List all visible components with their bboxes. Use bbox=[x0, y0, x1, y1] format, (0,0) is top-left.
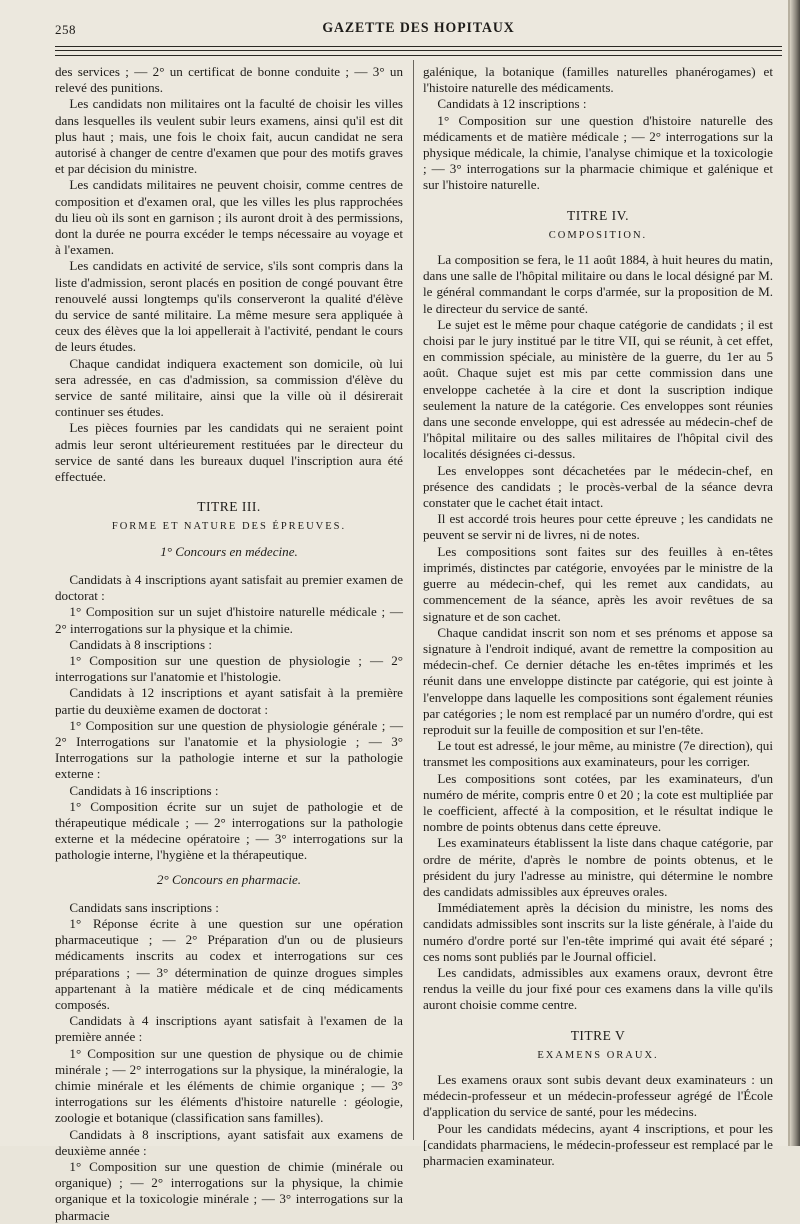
paragraph: 1° Réponse écrite à une question sur une opération pharmaceutique ; — 2° Préparation d'un ou de plusieurs médicaments inscrits au codex et interrogations sur ces préparations ; — 3° détermination de quinze drogues simples appartenant à la matière médicale et de cinq médicaments composés. bbox=[55, 915, 403, 1012]
paragraph: 1° Composition sur un sujet d'histoire naturelle médicale ; — 2° interrogations sur la physique et la chimie. bbox=[55, 604, 403, 636]
paragraph: Les compositions sont faites sur des feuilles à en-têtes imprimés, distinctes par catégorie, envoyées par le ministre de la guerre au médecin-chef, qui les remet aux candidats, au commencement de la séance, après les avoir revêtues de sa signature et de son cachet. bbox=[423, 543, 773, 624]
section-title-titre-iv: TITRE IV. bbox=[567, 207, 629, 223]
paragraph: Les enveloppes sont décachetées par le médecin-chef, en présence des candidats ; le procès-verbal de la séance devra constater que le cachet était intact. bbox=[423, 462, 773, 511]
paragraph: Le tout est adressé, le jour même, au ministre (7e direction), qui transmet les compositions aux examinateurs, pour les corriger. bbox=[423, 738, 773, 770]
paragraph: Les candidats en activité de service, s'ils sont compris dans la liste d'admission, seront placés en position de congé pouvant être renouvelé aussi longtemps qu'ils conserveront la qualité d'élève du service de santé militaire. La même mesure sera appliquée à ceux des élèves que la loi appellerait à l'activité, pendant le cours de leurs études. bbox=[55, 258, 403, 355]
subsection-title-pharmacie: 2° Concours en pharmacie. bbox=[156, 871, 302, 887]
paragraph: La composition se fera, le 11 août 1884, à huit heures du matin, dans une salle de l'hôpital militaire ou dans le local désigné par M. le général commandant le corps d'armée, sur la proposition de M. le directeur du service de santé. bbox=[423, 252, 773, 316]
paragraph: Chaque candidat indiquera exactement son domicile, où lui sera adressée, en cas d'admission, sa commission d'élève du service de santé militaire, ainsi que la ville où il désirerait continuer ses études. bbox=[55, 355, 403, 420]
paragraph: 1° Composition sur une question de physiologie ; — 2° interrogations sur l'anatomie et l'histologie. bbox=[55, 652, 403, 685]
paragraph: Candidats à 12 inscriptions : bbox=[437, 96, 587, 112]
page-header bbox=[55, 18, 782, 44]
section-title-titre-v: TITRE V bbox=[570, 1027, 626, 1043]
subsection-title-medecine: 1° Concours en médecine. bbox=[160, 543, 298, 559]
left-column bbox=[55, 64, 403, 1224]
section-subtitle: FORME ET NATURE DES ÉPREUVES. bbox=[111, 521, 347, 533]
section-title-titre-iii: TITRE III. bbox=[197, 499, 261, 515]
paragraph: Candidats à 16 inscriptions : bbox=[69, 782, 219, 798]
paragraph: Les candidats non militaires ont la faculté de choisir les villes dans lesquelles ils veulent subir leurs examens, ainsi qu'il est dit plus haut ; mais, une fois le choix fait, aucun candidat ne sera autorisé à changer de centre d'examen que pour des motifs graves et par décision du ministre. bbox=[55, 96, 403, 177]
paragraph: Il est accordé trois heures pour cette épreuve ; les candidats ne peuvent se servir ni de livres, ni de notes. bbox=[423, 511, 773, 543]
paragraph: Candidats à 12 inscriptions et ayant satisfait à la première partie du deuxième examen de doctorat : bbox=[55, 685, 403, 717]
paragraph: Les examens oraux sont subis devant deux examinateurs : un médecin-professeur et un médecin-professeur agrégé de l'École d'application du service de santé, pour les médecins. bbox=[423, 1071, 773, 1120]
section-subtitle: COMPOSITION. bbox=[548, 229, 648, 241]
paragraph: Candidats sans inscriptions : bbox=[69, 899, 219, 915]
paragraph: Le sujet est le même pour chaque catégorie de candidats ; il est choisi par le jury institué par le titre VII, qui se réunit, à cet effet, en commission spéciale, au ministère de la guerre, du 1er au 5 août. Chaque sujet est mis par cette commission dans une enveloppe cachetée à la cire et dont la suscription indique seulement la nature de la catégorie. Ces enveloppes sont réunies dans une seconde enveloppe, qui est adressée au médecin-chef de l'hôpital militaire ou des salles militaires de l'hôpital civil des localités désignées ci-dessus. bbox=[423, 316, 773, 462]
paragraph: galénique, la botanique (familles naturelles phanérogames) et l'histoire naturelle des médicaments. bbox=[423, 64, 773, 96]
page-edge bbox=[790, 0, 800, 1146]
paragraph: Les pièces fournies par les candidats qui ne seraient point admis leur seront ultérieurement restituées par le directeur du service de santé dans les bureaux duquel l'inscription aura été effectuée. bbox=[55, 420, 403, 485]
paragraph: 1° Composition sur une question de physique ou de chimie minérale ; — 2° interrogations sur la physique, la minéralogie, la chimie minérale et les éléments de chimie organique ; — 3° interrogations sur les éléments d'histoire naturelle : géologie, zoologie et botanique (classification sans familles). bbox=[55, 1045, 403, 1126]
paragraph: Pour les candidats médecins, ayant 4 inscriptions, et pour les [candidats pharmaciens, le médecin-professeur est remplacé par le pharmacien examinateur. bbox=[423, 1120, 773, 1168]
paragraph: Chaque candidat inscrit son nom et ses prénoms et appose sa signature à l'endroit indiqué, avant de remettre la composition au médecin-chef. Ce dernier détache les en-têtes imprimés et les réunit dans une enveloppe distincte par catégorie, qui est jointe à l'enveloppe dans laquelle les compositions sont également réunies par catégories ; le nom est remplacé par un numéro d'ordre, qui est reproduit sur la feuille de composition et sur l'en-tête. bbox=[423, 624, 773, 737]
paragraph: 1° Composition sur une question d'histoire naturelle des médicaments et de matière médicale ; — 2° interrogations sur la physique médicale, la chimie, l'analyse chimique et la toxicologie ; — 3° interrogations sur la pharmacie chimique et galénique et sur l'histoire naturelle. bbox=[423, 112, 773, 193]
paragraph: Candidats à 4 inscriptions ayant satisfait au premier examen de doctorat : bbox=[55, 571, 403, 604]
paragraph: Les compositions sont cotées, par les examinateurs, d'un numéro de mérite, compris entre 0 et 20 ; la cote est multipliée par le coefficient, affecté à la composition, et le résultat indique le nombre de points obtenus dans cette épreuve. bbox=[423, 770, 773, 835]
paragraph: Candidats à 4 inscriptions ayant satisfait à l'examen de la première année : bbox=[55, 1013, 403, 1045]
paragraph: Immédiatement après la décision du ministre, les noms des candidats admissibles sont inscrits sur la liste générale, à l'aide du numéro d'ordre porté sur l'en-tête imprimé qui avait été séparé ; ces noms sont publiés par le Journal officiel. bbox=[423, 900, 773, 964]
section-subtitle: EXAMENS ORAUX. bbox=[537, 1049, 659, 1061]
header-rule-top bbox=[55, 46, 782, 47]
paragraph: Les examinateurs établissent la liste dans chaque catégorie, par ordre de mérite, d'après le nombre de points obtenus, et le président du jury l'adresse au ministre, qui détermine le nombre des candidats admissibles aux épreuves orales. bbox=[423, 835, 773, 899]
header-rule-middle bbox=[55, 50, 782, 51]
paragraph: 1° Composition écrite sur un sujet de pathologie et de thérapeutique médicale ; — 2° interrogations sur la pathologie externe et la médecine opératoire ; — 3° interrogations sur la pathologie interne, l'hygiène et la thérapeutique. bbox=[55, 798, 403, 863]
page-number: 258 bbox=[55, 22, 76, 37]
paragraph: des services ; — 2° un certificat de bonne conduite ; — 3° un relevé des punitions. bbox=[55, 64, 403, 96]
paragraph: Les candidats, admissibles aux examens oraux, devront être rendus la veille du jour fixé pour ces examens dans la ville qu'ils auront choisie comme centre. bbox=[423, 964, 773, 1013]
journal-title: GAZETTE DES HOPITAUX bbox=[322, 20, 515, 36]
paragraph: 1° Composition sur une question de physiologie générale ; — 2° Interrogations sur l'anatomie et la physiologie ; — 3° Interrogations sur la pathologie interne et sur la pathologie externe : bbox=[55, 717, 403, 782]
paragraph: Les candidats militaires ne peuvent choisir, comme centres de composition et d'examen oral, que les villes les plus rapprochées du lieu où ils sont en garnison ; ils auront droit à des permissions, dont la durée ne pourra excéder le temps nécessaire au voyage et à l'examen. bbox=[55, 177, 403, 258]
header-rule-bottom bbox=[55, 55, 782, 56]
column-divider bbox=[413, 60, 414, 1140]
right-column bbox=[423, 64, 773, 1169]
paragraph: Candidats à 8 inscriptions : bbox=[69, 636, 212, 652]
paragraph: Candidats à 8 inscriptions, ayant satisfait aux examens de deuxième année : bbox=[55, 1126, 403, 1158]
paragraph: 1° Composition sur une question de chimie (minérale ou organique) ; — 2° interrogations sur la physique, la chimie organique et la toxicologie minérale ; — 3° interrogations sur la pharmacie bbox=[55, 1159, 403, 1223]
